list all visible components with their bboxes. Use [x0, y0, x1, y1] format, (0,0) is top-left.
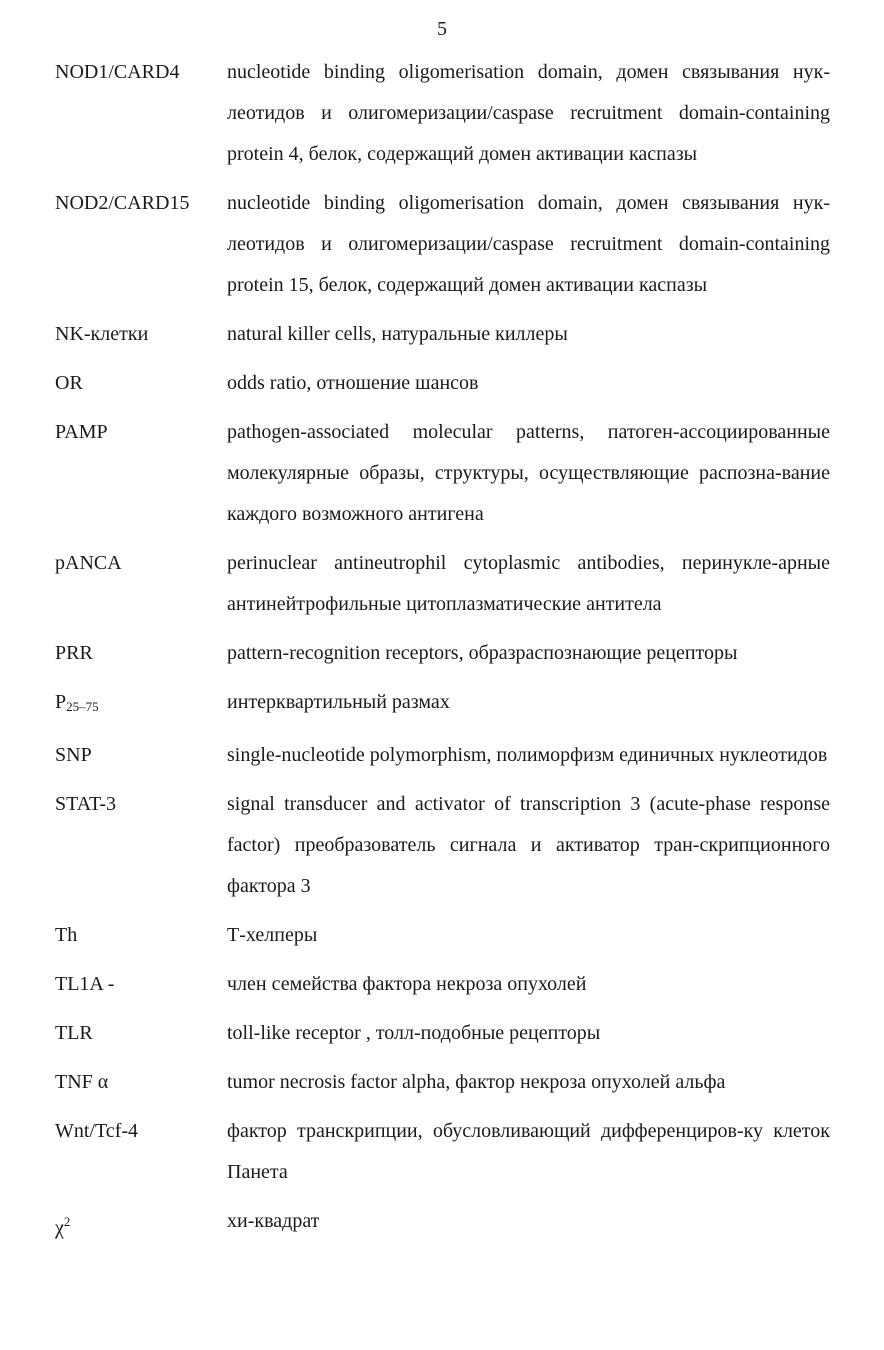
abbreviation-definition: natural killer cells, натуральные киллеры	[227, 323, 568, 345]
abbreviation-term: NOD2/CARD15	[55, 192, 190, 214]
page-number: 5	[437, 18, 447, 40]
abbreviation-term: TLR	[55, 1022, 93, 1044]
abbreviation-definition: toll-like receptor , толл-подобные рецепторы	[227, 1022, 601, 1044]
abbreviation-definition: хи-квадрат	[227, 1210, 320, 1232]
abbreviation-row	[55, 784, 830, 907]
abbreviation-row	[55, 314, 830, 355]
abbreviation-definition: pattern-recognition receptors, образраспознающие рецепторы	[227, 642, 738, 664]
term-base: P	[55, 691, 67, 713]
abbreviation-term: Wnt/Tcf-4	[55, 1120, 139, 1142]
abbreviation-row	[55, 1111, 830, 1193]
abbreviation-term: TL1A -	[55, 973, 115, 995]
abbreviation-definition: nucleotide binding oligomerisation domain, домен связывания нук-леотидов и олигомеризации/caspase recruitment domain-containing protein 15, белок, содержащий домен активации каспазы	[227, 192, 830, 296]
abbreviation-list	[55, 52, 830, 1257]
abbreviation-row	[55, 52, 830, 175]
abbreviation-row	[55, 964, 830, 1005]
abbreviation-definition: nucleotide binding oligomerisation domain, домен связывания нук-леотидов и олигомеризации/caspase recruitment domain-containing protein 4, белок, содержащий домен активации каспазы	[227, 61, 830, 165]
abbreviation-row	[55, 1062, 830, 1103]
abbreviation-term: SNP	[55, 744, 92, 766]
term-subscript: 25–75	[66, 699, 99, 714]
abbreviation-definition: signal transducer and activator of transcription 3 (acute-phase response factor) преобразователь сигнала и активатор тран-скрипционного фактора 3	[227, 793, 830, 897]
abbreviation-definition: фактор транскрипции, обусловливающий дифференциров-ку клеток Панета	[227, 1120, 830, 1183]
abbreviation-term: Th	[55, 924, 78, 946]
abbreviation-row	[55, 363, 830, 404]
abbreviation-term: TNF α	[55, 1071, 109, 1093]
abbreviation-definition: single-nucleotide polymorphism, полиморфизм единичных нуклеотидов	[227, 744, 828, 766]
abbreviation-row	[55, 412, 830, 535]
abbreviation-definition: член семейства фактора некроза опухолей	[227, 973, 587, 995]
abbreviation-definition: интерквартильный размах	[227, 691, 450, 713]
term-base: χ	[55, 1217, 64, 1239]
abbreviation-term	[55, 1201, 227, 1249]
abbreviation-term: PRR	[55, 642, 93, 664]
abbreviation-row	[55, 682, 830, 727]
abbreviation-row	[55, 183, 830, 306]
abbreviation-term: PAMP	[55, 421, 108, 443]
abbreviation-term: OR	[55, 372, 83, 394]
abbreviation-definition: Т-хелперы	[227, 924, 318, 946]
abbreviation-definition: pathogen-associated molecular patterns, патоген-ассоциированные молекулярные образы, структуры, осуществляющие распозна-вание каждого возможного антигена	[227, 421, 830, 525]
abbreviation-term: pANCA	[55, 552, 122, 574]
term-superscript: 2	[63, 1214, 71, 1229]
abbreviation-term: NK-клетки	[55, 323, 149, 345]
abbreviation-row	[55, 915, 830, 956]
abbreviation-definition: tumor necrosis factor alpha, фактор некроза опухолей альфа	[227, 1071, 726, 1093]
abbreviation-definition: odds ratio, отношение шансов	[227, 372, 479, 394]
abbreviation-term: NOD1/CARD4	[55, 61, 180, 83]
abbreviation-definition: perinuclear antineutrophil cytoplasmic antibodies, перинукле-арные антинейтрофильные цитоплазматические антитела	[227, 552, 830, 615]
abbreviation-term: STAT-3	[55, 793, 117, 815]
abbreviation-row	[55, 1201, 830, 1249]
abbreviation-row	[55, 543, 830, 625]
abbreviation-term	[55, 682, 227, 727]
abbreviation-row	[55, 633, 830, 674]
abbreviation-row	[55, 735, 830, 776]
abbreviation-row	[55, 1013, 830, 1054]
